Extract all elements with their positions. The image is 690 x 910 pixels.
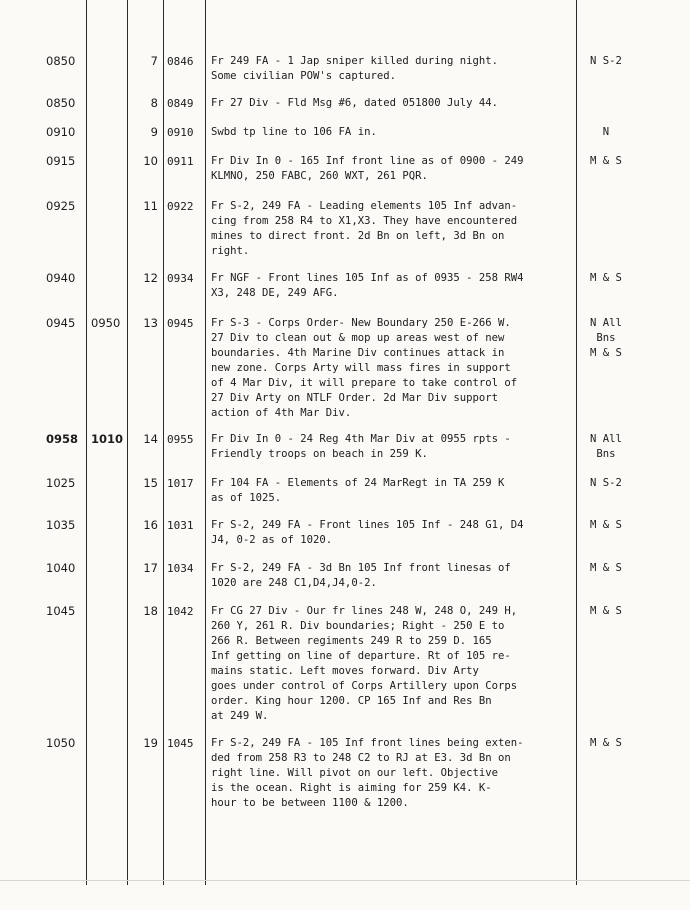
message-text: Fr Div In 0 - 165 Inf front line as of 0900 - 249 KLMNO, 250 FABC, 260 WXT, 261 PQR. [211,155,524,182]
distribution-cell: N All Bns M & S [590,317,622,359]
time-cell: 0945 [46,316,76,330]
message-text: Fr 249 FA - 1 Jap sniper killed during night. Some civilian POW's captured. [211,55,499,82]
time-cell: 1025 [46,476,76,490]
column-rule [127,0,128,885]
time-recorded-cell: 1045 [167,737,194,750]
time-cell: 1040 [46,561,76,575]
time-recorded-cell: 0945 [167,317,194,330]
message-text: Fr NGF - Front lines 105 Inf as of 0935 - 258 RW4 X3, 248 DE, 249 AFG. [211,272,524,299]
message-text: Fr Div In 0 - 24 Reg 4th Mar Div at 0955 rpts - Friendly troops on beach in 259 K. [211,433,511,460]
serial-cell: 12 [143,271,158,285]
serial-cell: 19 [143,736,158,750]
page-edge [0,880,690,881]
serial-cell: 14 [143,432,158,446]
time-cell: 0910 [46,125,76,139]
time-cell: 0925 [46,199,76,213]
distribution-cell: N S-2 [590,55,622,67]
distribution-cell: M & S [590,155,622,167]
message-text: Fr S-2, 249 FA - Leading elements 105 Inf advan- cing from 258 R4 to X1,X3. They have encountered mines to direct front. 2d Bn on left, 3d Bn on right. [211,200,518,257]
time-cell: 1050 [46,736,76,750]
time-recorded-cell: 0922 [167,200,194,213]
time-cell: 1035 [46,518,76,532]
time-cell: 0958 [46,432,79,446]
distribution-cell: M & S [590,272,622,284]
time-recorded-cell: 0934 [167,272,194,285]
message-text: Fr S-2, 249 FA - 3d Bn 105 Inf front linesas of 1020 are 248 C1,D4,J4,0-2. [211,562,511,589]
column-rule [205,0,206,885]
time-recorded-cell: 0955 [167,433,194,446]
time-cell: 0940 [46,271,76,285]
message-text: Fr S-2, 249 FA - Front lines 105 Inf - 248 G1, D4 J4, 0-2 as of 1020. [211,519,524,546]
serial-cell: 16 [143,518,158,532]
column-rule [576,0,577,885]
time-recorded-cell: 0846 [167,55,194,68]
distribution-cell: N S-2 [590,477,622,489]
distribution-cell: M & S [590,562,622,574]
time-received-cell: 0950 [91,316,121,330]
serial-cell: 8 [150,96,158,110]
time-recorded-cell: 1017 [167,477,194,490]
serial-cell: 9 [150,125,158,139]
distribution-cell: N [602,126,610,138]
serial-cell: 15 [143,476,158,490]
distribution-cell: M & S [590,737,622,749]
time-cell: 0915 [46,154,76,168]
message-text: Fr S-3 - Corps Order- New Boundary 250 E-266 W. 27 Div to clean out & mop up areas west of new boundaries. 4th Marine Div continues attack in new zone. Corps Arty will mass fires in support of 4 Mar Div, it will prepare to take control of 27 Div Arty on NTLF Order. 2d Mar Div support action of 4th Mar Div. [211,317,518,419]
time-cell: 0850 [46,54,76,68]
serial-cell: 17 [143,561,158,575]
time-received-cell: 1010 [91,432,124,446]
message-text: Fr 104 FA - Elements of 24 MarRegt in TA 259 K as of 1025. [211,477,505,504]
time-recorded-cell: 1042 [167,605,194,618]
time-recorded-cell: 0849 [167,97,194,110]
serial-cell: 13 [143,316,158,330]
message-text: Fr 27 Div - Fld Msg #6, dated 051800 July 44. [211,97,499,109]
time-recorded-cell: 1031 [167,519,194,532]
time-recorded-cell: 1034 [167,562,194,575]
message-text: Swbd tp line to 106 FA in. [211,126,377,138]
message-text: Fr CG 27 Div - Our fr lines 248 W, 248 O, 249 H, 260 Y, 261 R. Div boundaries; Right - 250 E to 266 R. Between regiments 249 R to 259 D. 165 Inf getting on line of departure. Rt of 105 re- mains static. Left moves forward. Div Arty goes under control of Corps Artillery upon Corps order. King hour 1200. CP 165 Inf and Res Bn at 249 W. [211,605,518,722]
serial-cell: 7 [150,54,158,68]
time-recorded-cell: 0911 [167,155,194,168]
time-cell: 1045 [46,604,76,618]
column-rule [163,0,164,885]
time-cell: 0850 [46,96,76,110]
serial-cell: 10 [143,154,158,168]
distribution-cell: N All Bns [590,433,622,460]
serial-cell: 18 [143,604,158,618]
time-recorded-cell: 0910 [167,126,194,139]
message-text: Fr S-2, 249 FA - 105 Inf front lines being exten- ded from 258 R3 to 248 C2 to RJ at E3. 3d Bn on right line. Will pivot on our left. Objective is the ocean. Right is aiming for 259 K4. K- hour to be between 1100 & 1200. [211,737,524,809]
distribution-cell: M & S [590,605,622,617]
distribution-cell: M & S [590,519,622,531]
serial-cell: 11 [143,199,158,213]
column-rule [86,0,87,885]
